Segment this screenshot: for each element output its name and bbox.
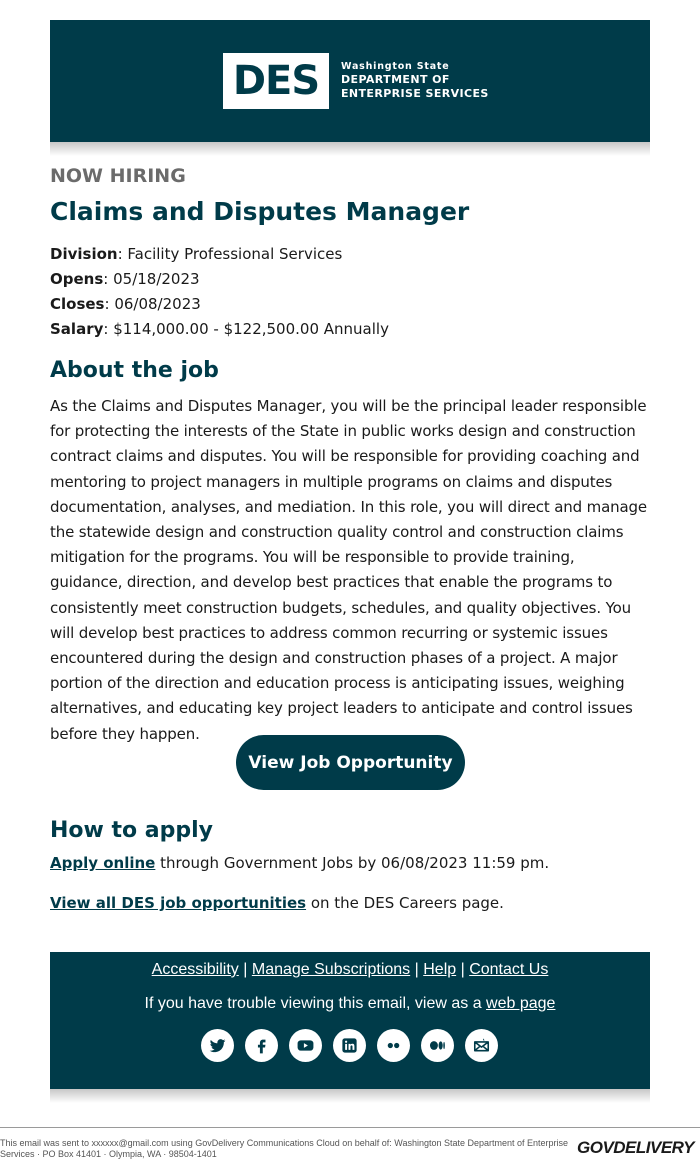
logo-wordmark [341, 61, 489, 101]
govdelivery-logo[interactable]: GOVDELIVERY [577, 1138, 694, 1157]
help-link[interactable]: Help [423, 961, 457, 978]
apply-online-link[interactable]: Apply online [50, 854, 156, 872]
web-page-link[interactable]: web page [486, 995, 556, 1012]
footer-shadow [50, 1089, 650, 1103]
logo-line-3: ENTERPRISE SERVICES [341, 87, 489, 100]
about-heading: About the job [50, 358, 219, 383]
salary-row: Salary: $114,000.00 - $122,500.00 Annually [50, 320, 389, 338]
footer-links: Accessibility | Manage Subscriptions | Help | Contact Us [151, 961, 549, 978]
bottom-divider [0, 1127, 700, 1128]
closes-row: Closes: 06/08/2023 [50, 295, 201, 313]
job-title: Claims and Disputes Manager [50, 197, 470, 226]
web-view-notice: If you have trouble viewing this email, view as a web page [144, 995, 556, 1012]
about-body: As the Claims and Disputes Manager, you will be the principal leader responsible for protecting the interests of the State in public works design and construction contract claims and disputes. You will be responsible for providing coaching and mentoring to project managers in multiple programs on claims and disputes documentation, analyses, and mediation. In this role, you will direct and manage the statewide design and construction quality control and construction claims mitigation for the programs. You will be responsible to provide training, guidance, direction, and develop best practices that enable the programs to consistently meet construction budgets, schedules, and quality objectives. You will develop best practices to address common recurring or systemic issues encountered during the design and construction phases of a project. A major portion of the direction and education process is anticipating issues, weighing alternatives, and educating key project leaders to anticipate and control issues before they happen. [50, 397, 647, 743]
logo-mark: DES [232, 58, 320, 104]
contact-us-link[interactable]: Contact Us [469, 961, 549, 978]
job-meta [50, 242, 650, 342]
accessibility-link[interactable]: Accessibility [151, 961, 239, 978]
youtube-icon[interactable] [289, 1029, 322, 1062]
apply-line: Apply online through Government Jobs by 06/08/2023 11:59 pm. [50, 854, 550, 872]
flickr-icon[interactable] [377, 1029, 410, 1062]
des-logo[interactable] [223, 53, 329, 109]
twitter-icon[interactable] [201, 1029, 234, 1062]
sender-notice: This email was sent to xxxxxx@gmail.com using GovDelivery Communications Cloud on behalf of: Washington State Department of Enterprise Services · PO Box 41401 · Olympia, WA · 98504-1401 [0, 1138, 569, 1159]
email-icon[interactable] [465, 1029, 498, 1062]
footer-banner [50, 952, 650, 1089]
header-banner [50, 20, 650, 142]
linkedin-icon[interactable] [333, 1029, 366, 1062]
header-shadow [50, 142, 650, 156]
view-job-opportunity-button[interactable]: View Job Opportunity [236, 735, 465, 790]
logo-line-1: Washington State [341, 61, 450, 72]
opens-row: Opens: 05/18/2023 [50, 270, 200, 288]
manage-subscriptions-link[interactable]: Manage Subscriptions [251, 961, 411, 978]
view-all-jobs-link[interactable]: View all DES job opportunities [50, 894, 307, 912]
logo-line-2: DEPARTMENT OF [341, 73, 450, 86]
how-to-apply-heading: How to apply [50, 818, 214, 843]
division-row: Division: Facility Professional Services [50, 245, 343, 263]
all-jobs-line: View all DES job opportunities on the DES Careers page. [50, 894, 504, 912]
social-icons [201, 1029, 498, 1062]
medium-icon[interactable] [421, 1029, 454, 1062]
facebook-icon[interactable] [245, 1029, 278, 1062]
now-hiring-label: NOW HIRING [50, 165, 186, 187]
